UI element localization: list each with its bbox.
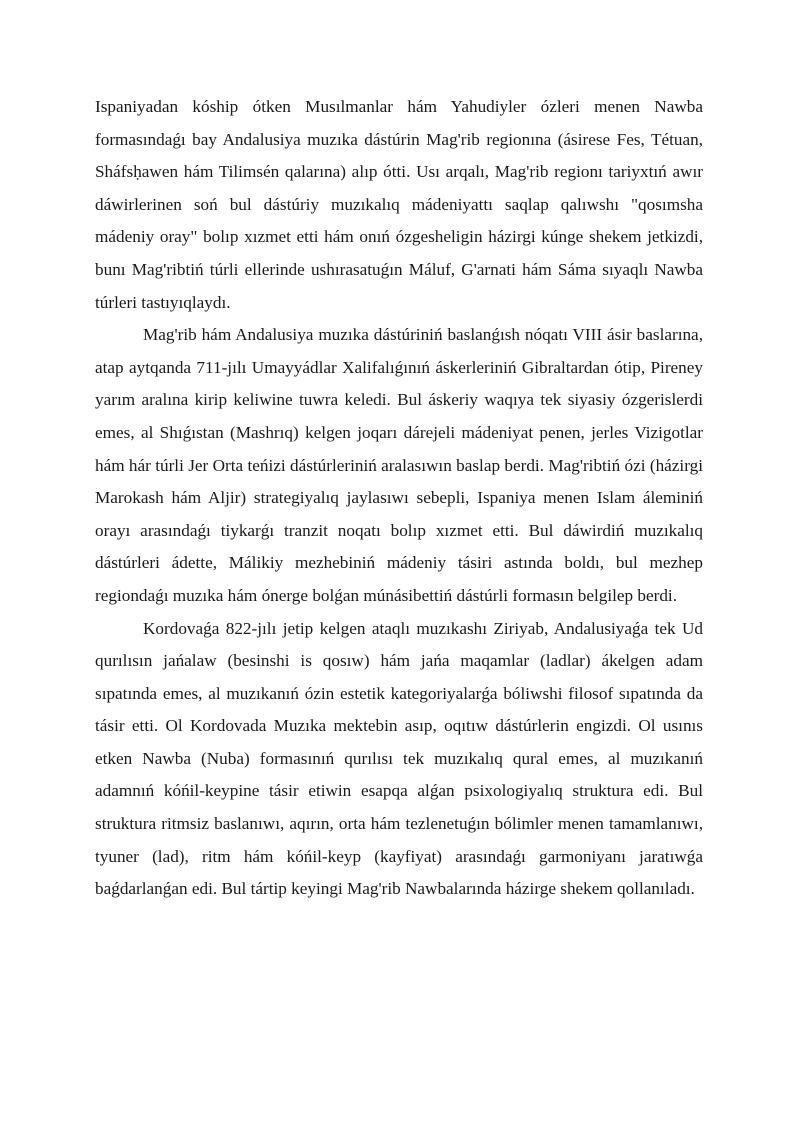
body-text [95,91,703,906]
paragraph-1: Ispaniyadan kóship ótken Musılmanlar hám Yahudiyler ózleri menen Nawba formasındaǵı bay Andalusiya muzıka dástúrin Mag'rib regionına (ásirese Fes, Tétuan, Sháfsḥawen hám Tilimsén qalarına) alıp ótti. Usı arqalı, Mag'rib regionı tariyxtıń awır dáwirlerinen soń bul dástúriy muzıkalıq mádeniyattı saqlap qalıwshı "qosımsha mádeniy oray" bolıp xızmet etti hám onıń ózgesheligin házirgi kúnge shekem jetkizdi, bunı Mag'ribtiń túrli ellerinde ushırasatuǵın Máluf, G'arnati hám Sáma sıyaqlı Nawba túrleri tastıyıqlaydı. [95,97,703,312]
paragraph-2: Mag'rib hám Andalusiya muzıka dástúriniń baslanǵısh nóqatı VIII ásir baslarına, atap aytqanda 711-jılı Umayyádlar Xalifalıǵınıń áskerleriniń Gibraltardan ótip, Pireney yarım aralına kirip keliwine tuwra keledi. Bul áskeriy waqıya tek siyasiy ózgerislerdi emes, al Shıǵıstan (Mashrıq) kelgen joqarı dárejeli mádeniyat penen, jerles Vizigotlar hám hár túrli Jer Orta teńizi dástúrleriniń aralasıwın baslap berdi. Mag'ribtiń ózi (házirgi Marokash hám Aljir) strategiyalıq jaylasıwı sebepli, Ispaniya menen Islam áleminiń orayı arasındaǵı tiykarǵı tranzit noqatı bolıp xızmet etti. Bul dáwirdiń muzıkalıq dástúrleri ádette, Málikiy mezhebiniń mádeniy tásiri astında boldı, bul mezhep regiondaǵı muzıka hám ónerge bolǵan múnásibettiń dástúrli formasın belgilep berdi. [95,325,703,605]
paragraph-3: Kordovaǵa 822-jılı jetip kelgen ataqlı muzıkashı Ziriyab, Andalusiyaǵa tek Ud qurılısın jańalaw (besinshi is qosıw) hám jańa maqamlar (ladlar) ákelgen adam sıpatında emes, al muzıkanıń ózin estetik kategoriyalarǵa bóliwshi filosof sıpatında da tásir etti. Ol Kordovada Muzıka mektebin asıp, oqıtıw dástúrlerin engizdi. Ol usınıs etken Nawba (Nuba) formasınıń qurılısı tek muzıkalıq qural emes, al muzıkanıń adamnıń kóńil-keypine tásir etiwin esapqa alǵan psixologiyalıq struktura edi. Bul struktura ritmsiz baslanıwı, aqırın, orta hám tezlenetuǵın bólimler menen tamamlanıwı, tyuner (lad), ritm hám kóńil-keyp (kayfiyat) arasındaǵı garmoniyanı jaratıwǵa baǵdarlanǵan edi. Bul tártip keyingi Mag'rib Nawbalarında házirge shekem qollanıladı. [95,618,703,899]
